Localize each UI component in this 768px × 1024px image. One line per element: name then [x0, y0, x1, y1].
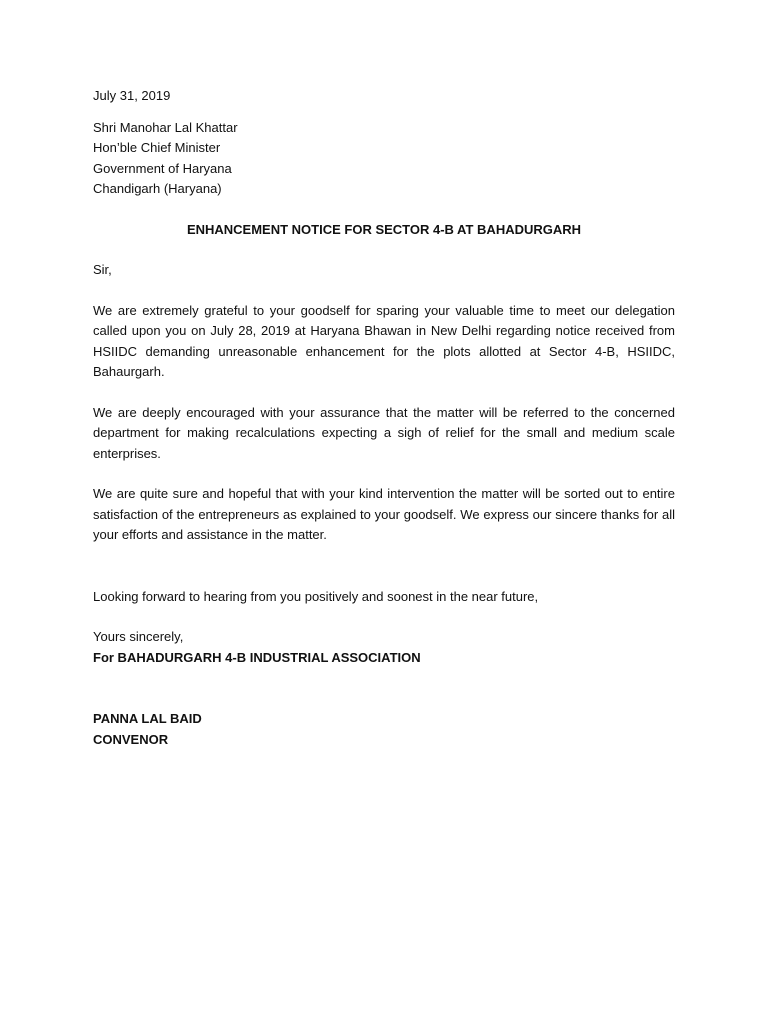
recipient-address	[93, 118, 675, 200]
body-paragraph-1: We are extremely grateful to your goodself for sparing your valuable time to meet our delegation called upon you on July 28, 2019 at Haryana Bhawan in New Delhi regarding notice received from HSIIDC demanding unreasonable enhancement for the plots allotted at Sector 4-B, HSIIDC, Bahaurgarh.	[93, 302, 675, 379]
recipient-location: Chandigarh (Haryana)	[93, 181, 222, 196]
letter-page	[93, 86, 675, 750]
body-paragraph-2: We are deeply encouraged with your assurance that the matter will be referred to the concerned department for making recalculations expecting a sigh of relief for the small and medium scale enterprises.	[93, 404, 675, 461]
recipient-designation: Hon’ble Chief Minister	[93, 140, 221, 155]
signatory-name: PANNA LAL BAID	[93, 711, 202, 726]
recipient-name: Shri Manohar Lal Khattar	[93, 119, 238, 135]
sign-off: Yours sincerely,	[93, 629, 184, 644]
salutation: Sir,	[93, 262, 112, 277]
letter-subject: ENHANCEMENT NOTICE FOR SECTOR 4-B AT BAHADURGARH	[186, 221, 582, 237]
sender-organization: For BAHADURGARH 4-B INDUSTRIAL ASSOCIATION	[93, 649, 421, 665]
letter-date: July 31, 2019	[93, 88, 171, 103]
closing-line: Looking forward to hearing from you positively and soonest in the near future,	[93, 588, 539, 604]
body-paragraph-3: We are quite sure and hopeful that with your kind intervention the matter will be sorted out to entire satisfaction of the entrepreneurs as explained to your goodself. We express our sincere thanks for all your efforts and assistance in the matter.	[93, 486, 675, 542]
signatory-title: CONVENOR	[93, 731, 169, 747]
recipient-organization: Government of Haryana	[93, 160, 232, 176]
